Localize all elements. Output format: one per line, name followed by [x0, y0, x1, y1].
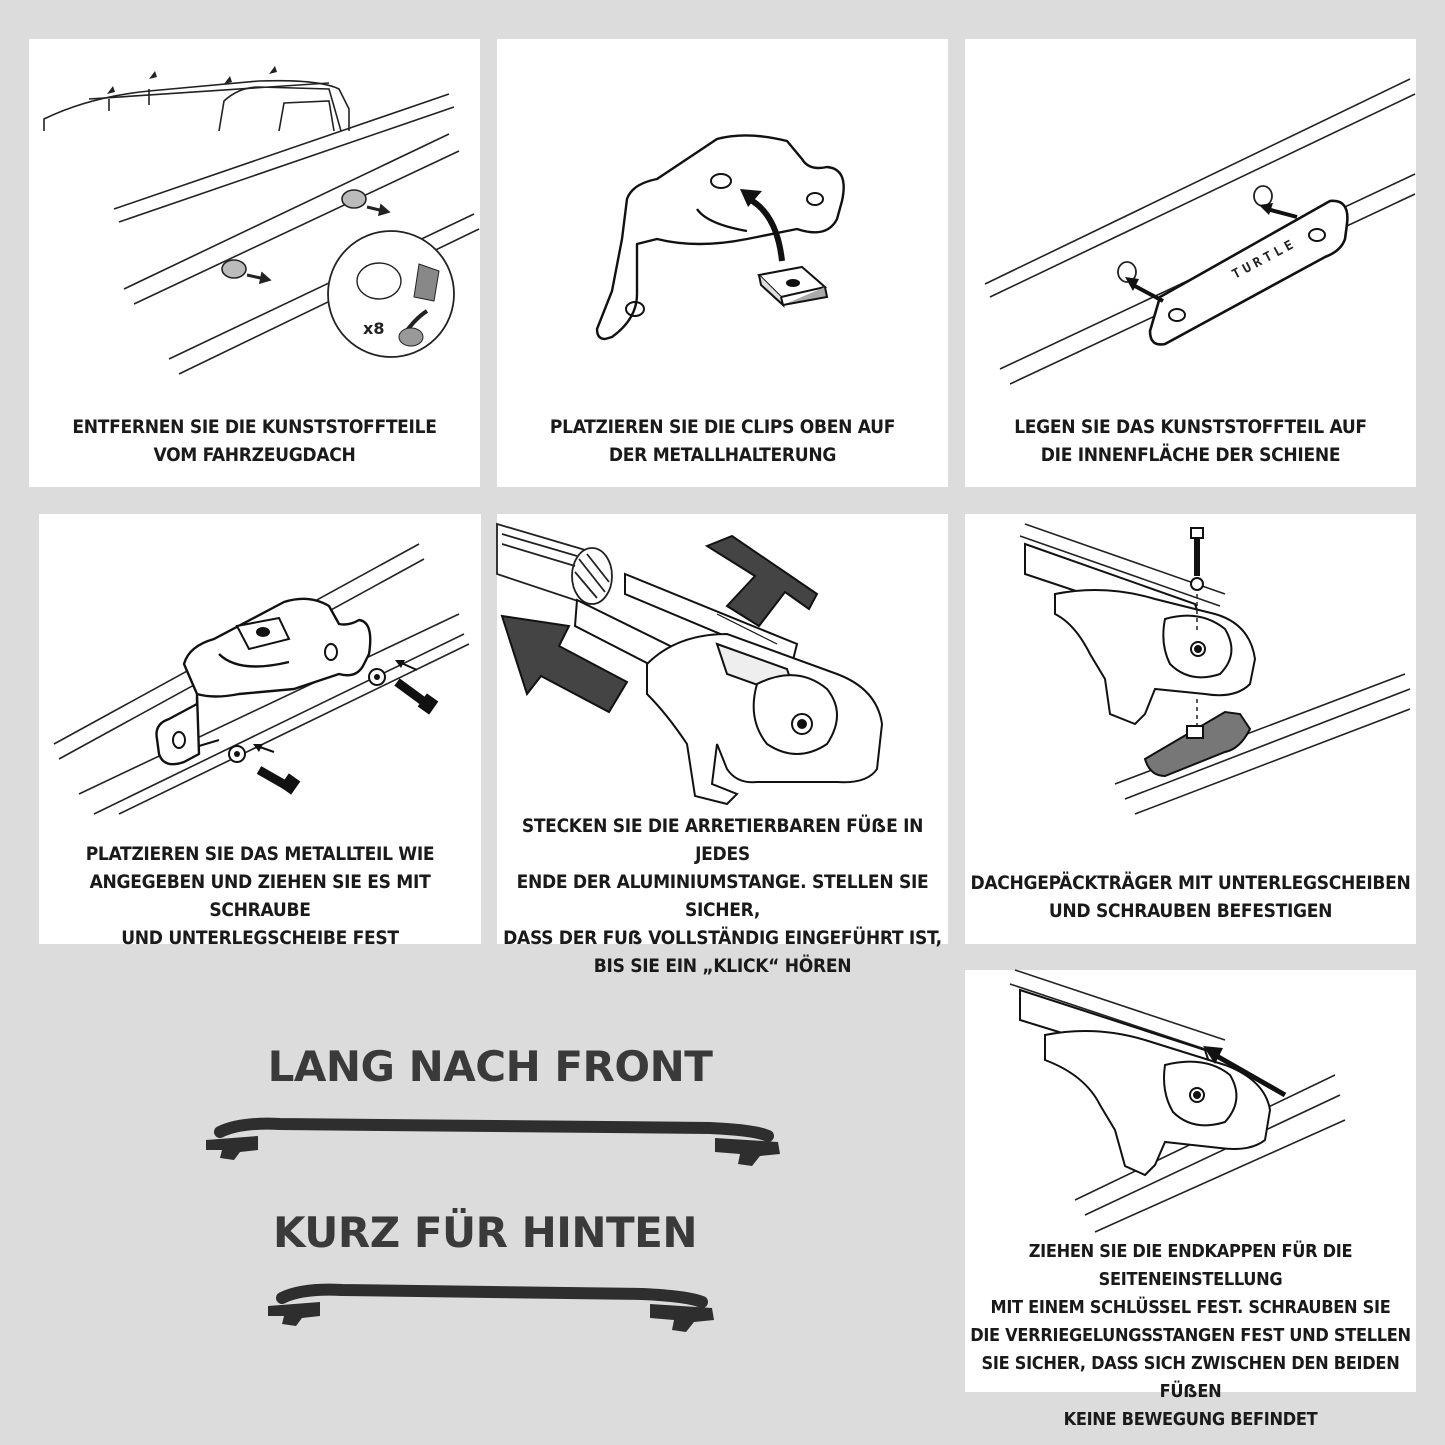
car-interior-inset — [328, 231, 454, 357]
short-bar-icon — [262, 1276, 722, 1336]
step-3-caption: LEGEN SIE DAS KUNSTSTOFFTEIL AUF DIE INNENFLÄCHE DER SCHIENE — [1014, 416, 1367, 466]
step-2-panel — [497, 39, 948, 487]
rack-foot — [1025, 544, 1255, 724]
rack-foot-final — [1020, 990, 1270, 1175]
step-7-caption: ZIEHEN SIE DIE ENDKAPPEN FÜR DIE SEITENEINSTELLUNG MIT EINEM SCHLÜSSEL FEST. SCHRAUBEN SIE DIE VERRIEGELUNGSSTANGEN FEST UND STELLEN SIE SICHER, DASS SICH ZWISCHEN DEN BEIDEN FÜẞEN KEINE BEWEGUNG BEFINDET — [970, 1241, 1411, 1430]
clip-part — [759, 267, 827, 305]
front-orientation-label: LANG NACH FRONT — [267, 1042, 713, 1091]
step-1-caption: ENTFERNEN SIE DIE KUNSTSTOFFTEILE VOM FAHRZEUGDACH — [72, 416, 437, 466]
arrow-upper — [707, 536, 817, 626]
step-5-panel — [497, 514, 948, 977]
aluminium-bar — [497, 524, 612, 604]
step-4-caption: PLATZIEREN SIE DAS METALLTEIL WIE ANGEGEBEN UND ZIEHEN SIE ES MIT SCHRAUBE UND UNTERLEGSCHEIBE FEST — [85, 843, 435, 949]
quantity-badge: x8 — [363, 319, 385, 338]
step-3-panel — [965, 39, 1416, 487]
step-2-caption: PLATZIEREN SIE DIE CLIPS OBEN AUF DER METALLHALTERUNG — [549, 416, 896, 466]
step-5-caption: STECKEN SIE DIE ARRETIERBAREN FÜẞE IN JEDES ENDE DER ALUMINIUMSTANGE. STELLEN SIE SICHER, DASS DER FUẞ VOLLSTÄNDIG EINGEFÜHRT IST, BIS SIE EIN „KLICK“ HÖREN — [503, 815, 942, 977]
long-bar-icon — [200, 1110, 790, 1170]
rail-clamp — [1145, 712, 1250, 776]
rear-orientation-label: KURZ FÜR HINTEN — [272, 1208, 697, 1257]
step-4-panel — [39, 514, 481, 949]
step-7-panel — [965, 970, 1416, 1430]
brand-mark: TURTLE — [1229, 235, 1300, 283]
step-6-panel — [965, 514, 1416, 944]
step-6-caption: DACHGEPÄCKTRÄGER MIT UNTERLEGSCHEIBEN UND SCHRAUBEN BEFESTIGEN — [970, 872, 1411, 922]
step-1-panel — [29, 39, 480, 487]
